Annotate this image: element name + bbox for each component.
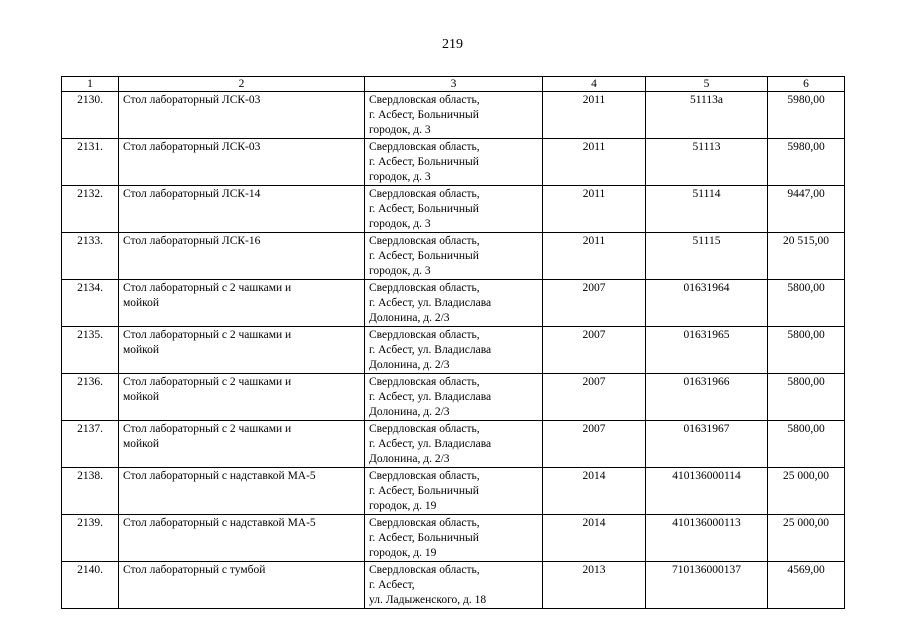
item-inventory-number: 51114 <box>646 186 768 233</box>
item-address <box>365 327 543 374</box>
item-address-line: г. Асбест, Больничный <box>369 203 479 215</box>
item-address-line: Свердловская область, <box>369 517 480 529</box>
item-address-line: Свердловская область, <box>369 329 480 341</box>
item-cost: 5800,00 <box>768 327 845 374</box>
item-year: 2007 <box>543 421 646 468</box>
table-row <box>62 562 845 609</box>
item-address-line: г. Асбест, Больничный <box>369 485 479 497</box>
item-cost: 5800,00 <box>768 374 845 421</box>
column-header: 2 <box>119 77 365 92</box>
column-header: 3 <box>365 77 543 92</box>
item-address-line: Свердловская область, <box>369 470 480 482</box>
item-address <box>365 468 543 515</box>
item-cost: 5800,00 <box>768 280 845 327</box>
item-name-line: Стол лабораторный ЛСК-14 <box>123 188 261 200</box>
item-name <box>119 515 365 562</box>
table-row <box>62 92 845 139</box>
item-name-line: Стол лабораторный ЛСК-16 <box>123 235 261 247</box>
item-address-line: Долонина, д. 2/3 <box>369 406 450 418</box>
item-address-line: г. Асбест, ул. Владислава <box>369 391 492 403</box>
item-year: 2014 <box>543 468 646 515</box>
item-year: 2011 <box>543 92 646 139</box>
item-inventory-number: 01631964 <box>646 280 768 327</box>
item-address-line: Долонина, д. 2/3 <box>369 312 450 324</box>
item-name <box>119 562 365 609</box>
item-inventory-number: 01631965 <box>646 327 768 374</box>
item-year: 2011 <box>543 139 646 186</box>
item-inventory-number: 01631967 <box>646 421 768 468</box>
item-address-line: Долонина, д. 2/3 <box>369 359 450 371</box>
item-inventory-number: 410136000114 <box>646 468 768 515</box>
item-address-line: г. Асбест, Больничный <box>369 156 479 168</box>
item-name-line: Стол лабораторный ЛСК-03 <box>123 141 261 153</box>
column-header: 6 <box>768 77 845 92</box>
row-number: 2137. <box>62 421 119 468</box>
item-name-line: мойкой <box>123 297 160 309</box>
item-address-line: Свердловская область, <box>369 94 480 106</box>
row-number: 2132. <box>62 186 119 233</box>
item-name-line: Стол лабораторный с 2 чашками и <box>123 282 292 294</box>
item-year: 2007 <box>543 327 646 374</box>
item-name-line: Стол лабораторный с надставкой МА-5 <box>123 470 316 482</box>
item-address <box>365 92 543 139</box>
item-address <box>365 233 543 280</box>
item-address-line: Свердловская область, <box>369 235 480 247</box>
item-address-line: Свердловская область, <box>369 282 480 294</box>
item-year: 2007 <box>543 374 646 421</box>
item-cost: 5800,00 <box>768 421 845 468</box>
item-year: 2014 <box>543 515 646 562</box>
column-header: 4 <box>543 77 646 92</box>
item-name <box>119 468 365 515</box>
item-name-line: Стол лабораторный с тумбой <box>123 564 266 576</box>
registry-table <box>61 76 845 609</box>
item-cost: 5980,00 <box>768 139 845 186</box>
item-name-line: Стол лабораторный с 2 чашками и <box>123 376 292 388</box>
item-name <box>119 327 365 374</box>
item-name <box>119 139 365 186</box>
item-cost: 25 000,00 <box>768 515 845 562</box>
item-address <box>365 280 543 327</box>
item-address <box>365 139 543 186</box>
item-address <box>365 515 543 562</box>
table-body <box>62 92 845 609</box>
item-name-line: Стол лабораторный с надставкой МА-5 <box>123 517 316 529</box>
item-name-line: мойкой <box>123 438 160 450</box>
item-cost: 5980,00 <box>768 92 845 139</box>
table-row <box>62 468 845 515</box>
item-cost: 9447,00 <box>768 186 845 233</box>
header-row <box>62 77 845 92</box>
row-number: 2130. <box>62 92 119 139</box>
item-address-line: Долонина, д. 2/3 <box>369 453 450 465</box>
item-cost: 20 515,00 <box>768 233 845 280</box>
row-number: 2136. <box>62 374 119 421</box>
item-address-line: городок, д. 19 <box>369 500 437 512</box>
item-inventory-number: 51113а <box>646 92 768 139</box>
item-name-line: Стол лабораторный с 2 чашками и <box>123 329 292 341</box>
item-address-line: г. Асбест, <box>369 579 415 591</box>
row-number: 2133. <box>62 233 119 280</box>
item-address <box>365 562 543 609</box>
item-address <box>365 374 543 421</box>
table-row <box>62 139 845 186</box>
table-row <box>62 327 845 374</box>
column-header: 5 <box>646 77 768 92</box>
item-cost: 4569,00 <box>768 562 845 609</box>
table-row <box>62 421 845 468</box>
item-name <box>119 421 365 468</box>
row-number: 2139. <box>62 515 119 562</box>
item-inventory-number: 410136000113 <box>646 515 768 562</box>
table-row <box>62 515 845 562</box>
table-row <box>62 233 845 280</box>
item-address-line: Свердловская область, <box>369 141 480 153</box>
item-name-line: Стол лабораторный с 2 чашками и <box>123 423 292 435</box>
item-address-line: Свердловская область, <box>369 564 480 576</box>
item-address <box>365 421 543 468</box>
item-address-line: городок, д. 3 <box>369 171 431 183</box>
item-address-line: городок, д. 3 <box>369 124 431 136</box>
item-name-line: мойкой <box>123 391 160 403</box>
item-address-line: Свердловская область, <box>369 188 480 200</box>
item-year: 2007 <box>543 280 646 327</box>
row-number: 2131. <box>62 139 119 186</box>
table-row <box>62 280 845 327</box>
item-address-line: г. Асбест, Больничный <box>369 250 479 262</box>
item-inventory-number: 51113 <box>646 139 768 186</box>
item-address-line: г. Асбест, ул. Владислава <box>369 438 492 450</box>
item-year: 2013 <box>543 562 646 609</box>
item-name <box>119 186 365 233</box>
row-number: 2138. <box>62 468 119 515</box>
item-name <box>119 280 365 327</box>
item-cost: 25 000,00 <box>768 468 845 515</box>
item-inventory-number: 01631966 <box>646 374 768 421</box>
item-address-line: г. Асбест, ул. Владислава <box>369 344 492 356</box>
item-name <box>119 233 365 280</box>
row-number: 2135. <box>62 327 119 374</box>
item-address-line: г. Асбест, Больничный <box>369 532 479 544</box>
item-address-line: Свердловская область, <box>369 423 480 435</box>
table-row <box>62 186 845 233</box>
table-row <box>62 374 845 421</box>
item-name-line: Стол лабораторный ЛСК-03 <box>123 94 261 106</box>
item-name <box>119 374 365 421</box>
item-address-line: городок, д. 3 <box>369 218 431 230</box>
item-address-line: городок, д. 19 <box>369 547 437 559</box>
item-address-line: г. Асбест, Больничный <box>369 109 479 121</box>
item-name <box>119 92 365 139</box>
item-name-line: мойкой <box>123 344 160 356</box>
item-inventory-number: 51115 <box>646 233 768 280</box>
item-address-line: Свердловская область, <box>369 376 480 388</box>
row-number: 2140. <box>62 562 119 609</box>
item-address-line: г. Асбест, ул. Владислава <box>369 297 492 309</box>
item-year: 2011 <box>543 233 646 280</box>
row-number: 2134. <box>62 280 119 327</box>
item-inventory-number: 710136000137 <box>646 562 768 609</box>
item-address-line: ул. Ладыженского, д. 18 <box>369 594 487 606</box>
page-number: 219 <box>442 37 463 52</box>
item-address-line: городок, д. 3 <box>369 265 431 277</box>
column-header: 1 <box>62 77 119 92</box>
item-year: 2011 <box>543 186 646 233</box>
item-address <box>365 186 543 233</box>
